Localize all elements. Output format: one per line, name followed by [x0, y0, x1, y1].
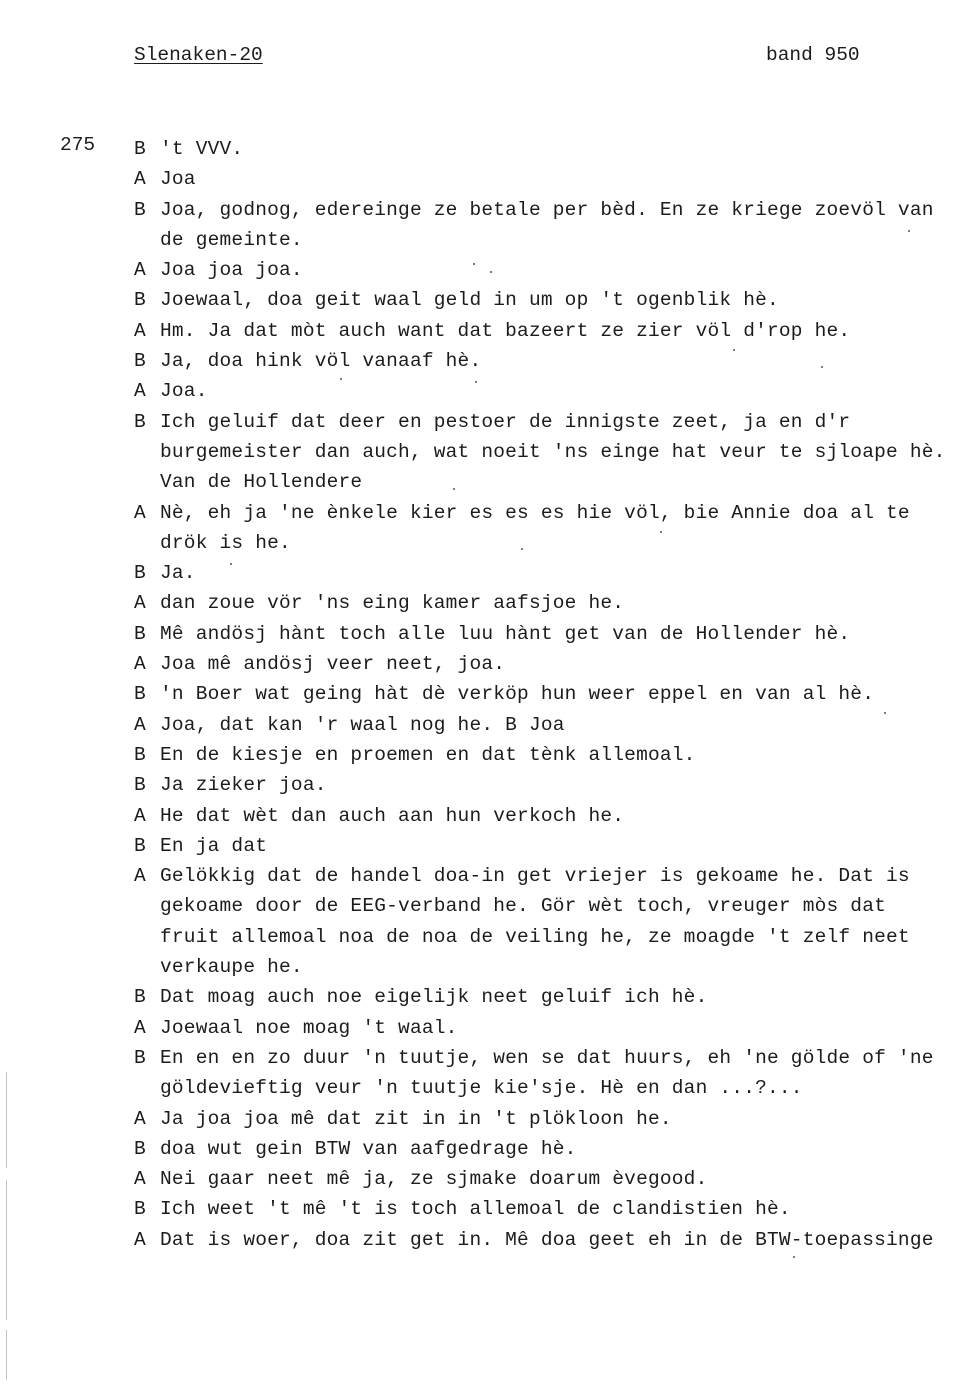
- speech-text: En ja dat: [160, 834, 268, 857]
- speaker-label: B: [134, 774, 146, 797]
- transcript-turn: [0, 1164, 950, 1194]
- speaker-label: A: [134, 713, 146, 736]
- transcript-turn: [0, 1043, 950, 1104]
- speaker-label: A: [134, 865, 146, 888]
- scan-edge-mark: [6, 1330, 7, 1380]
- speech-text: Nè, eh ja 'ne ènkele kier es es es hie völ, bie Annie doa al te drök is he.: [160, 501, 922, 554]
- transcript-turn: [0, 770, 950, 800]
- speaker-label: B: [134, 198, 146, 221]
- transcript-turn: [0, 1104, 950, 1134]
- speech-text: En de kiesje en proemen en dat tènk allemoal.: [160, 743, 696, 766]
- speech-text: Joa, godnog, edereinge ze betale per bèd. En ze kriege zoevöl van de gemeinte.: [160, 198, 946, 251]
- speech-text: Joa joa joa.: [160, 259, 303, 282]
- transcript-turn: [0, 619, 950, 649]
- speech-text: Dat is woer, doa zit get in. Mê doa geet eh in de BTW-toepassinge: [160, 1228, 934, 1251]
- scan-speck: [230, 563, 232, 565]
- speaker-label: B: [134, 834, 146, 857]
- scan-speck: [793, 1256, 795, 1258]
- page-header: [0, 44, 966, 70]
- speech-text: Joewaal noe moag 't waal.: [160, 1016, 458, 1039]
- transcript-turn: [0, 1225, 950, 1255]
- scan-speck: [821, 366, 823, 368]
- scan-speck: [660, 531, 662, 533]
- speech-text: Joa.: [160, 380, 208, 403]
- speaker-label: B: [134, 410, 146, 433]
- speech-text: 'n Boer wat geing hàt dè verköp hun weer eppel en van al hè.: [160, 683, 875, 706]
- scan-speck: [521, 548, 523, 550]
- transcript-turn: [0, 498, 950, 559]
- transcript-turn: [0, 164, 950, 194]
- scan-speck: [908, 230, 910, 232]
- speech-text: Joa, dat kan 'r waal nog he. B Joa: [160, 713, 565, 736]
- speech-text: doa wut gein BTW van aafgedrage hè.: [160, 1137, 577, 1160]
- speech-text: 't VVV.: [160, 138, 244, 160]
- speaker-label: B: [134, 350, 146, 373]
- transcript-turn: [0, 407, 958, 498]
- transcript-turn: [0, 195, 950, 256]
- speaker-label: B: [134, 562, 146, 585]
- transcript-turn: [0, 1134, 950, 1164]
- speaker-label: A: [134, 259, 146, 282]
- transcript-turn: [0, 649, 950, 679]
- speech-text: dan zoue vör 'ns eing kamer aafsjoe he.: [160, 592, 625, 615]
- speech-text: Joa: [160, 168, 196, 191]
- speech-text: Mê andösj hànt toch alle luu hànt get van de Hollender hè.: [160, 622, 851, 645]
- transcript-turn: [0, 134, 950, 164]
- speaker-label: A: [134, 1016, 146, 1039]
- transcript-turn: [0, 346, 950, 376]
- scan-speck: [733, 349, 735, 351]
- scan-speck: [340, 378, 342, 380]
- speech-text: He dat wèt dan auch aan hun verkoch he.: [160, 804, 625, 827]
- speaker-label: A: [134, 501, 146, 524]
- speech-text: Gelökkig dat de handel doa-in get vriejer is gekoame he. Dat is gekoame door de EEG-verband he. Gör wèt toch, vreuger mòs dat fruit allemoal noa de noa de veiling he, ze moagde 't zelf neet verkaupe he.: [160, 865, 922, 979]
- speaker-label: A: [134, 319, 146, 342]
- speaker-label: A: [134, 804, 146, 827]
- transcript-turn: [0, 255, 950, 285]
- transcript-turn: [0, 801, 950, 831]
- speech-text: Ja joa joa mê dat zit in in 't plökloon he.: [160, 1107, 672, 1130]
- scan-speck: [884, 712, 886, 714]
- transcript-turn: [0, 1194, 950, 1224]
- speech-text: Nei gaar neet mê ja, ze sjmake doarum èvegood.: [160, 1168, 708, 1191]
- transcript-turn: [0, 558, 950, 588]
- speech-text: Ja zieker joa.: [160, 774, 327, 797]
- speaker-label: A: [134, 1107, 146, 1130]
- location-label: Slenaken-20: [134, 44, 263, 66]
- transcript-turn: [0, 831, 950, 861]
- transcript-turn: [0, 740, 950, 770]
- speech-text: Ich geluif dat deer en pestoer de innigste zeet, ja en d'r burgemeister dan auch, wat noeit 'ns einge hat veur te sjloape hè. Van de Hollendere: [160, 410, 958, 494]
- speech-text: En en en zo duur 'n tuutje, wen se dat huurs, eh 'ne gölde of 'ne göldevieftig veur 'n tuutje kie'sje. Hè en dan ...?...: [160, 1046, 946, 1100]
- tape-label: band 950: [766, 44, 860, 66]
- transcript-turn: [0, 982, 950, 1012]
- transcript-turn: [0, 1013, 950, 1043]
- transcript-turn: [0, 679, 950, 709]
- scan-edge-mark: [6, 1072, 7, 1168]
- speaker-label: A: [134, 1228, 146, 1251]
- speaker-label: A: [134, 592, 146, 615]
- speech-text: Ja, doa hink völ vanaaf hè.: [160, 350, 482, 373]
- speech-text: Hm. Ja dat mòt auch want dat bazeert ze zier völ d'rop he.: [160, 319, 851, 342]
- scan-speck: [490, 271, 492, 273]
- speaker-label: A: [134, 653, 146, 676]
- transcript: [0, 134, 966, 1255]
- speaker-label: B: [134, 986, 146, 1009]
- scan-speck: [453, 488, 455, 490]
- speaker-label: B: [134, 683, 146, 706]
- transcript-turn: [0, 316, 950, 346]
- speaker-label: A: [134, 168, 146, 191]
- speaker-label: B: [134, 289, 146, 312]
- speech-text: Dat moag auch noe eigelijk neet geluif ich hè.: [160, 986, 708, 1009]
- scan-speck: [473, 263, 475, 265]
- speaker-label: B: [134, 622, 146, 645]
- speech-text: Joa mê andösj veer neet, joa.: [160, 653, 506, 676]
- speech-text: Ich weet 't mê 't is toch allemoal de clandistien hè.: [160, 1198, 791, 1221]
- transcript-turn: [0, 588, 950, 618]
- scan-edge-mark: [6, 1180, 7, 1320]
- line-number: 275: [60, 134, 96, 156]
- transcript-turn: [0, 710, 950, 740]
- transcript-turn: [0, 861, 950, 982]
- speaker-label: A: [134, 1168, 146, 1191]
- speaker-label: B: [134, 138, 146, 160]
- speaker-label: B: [134, 1137, 146, 1160]
- transcript-turn: [0, 285, 950, 315]
- speech-text: Joewaal, doa geit waal geld in um op 't ogenblik hè.: [160, 289, 779, 312]
- speaker-label: B: [134, 1198, 146, 1221]
- speech-text: Ja.: [160, 562, 196, 585]
- scan-speck: [475, 381, 477, 383]
- speaker-label: B: [134, 743, 146, 766]
- speaker-label: B: [134, 1046, 146, 1069]
- speaker-label: A: [134, 380, 146, 403]
